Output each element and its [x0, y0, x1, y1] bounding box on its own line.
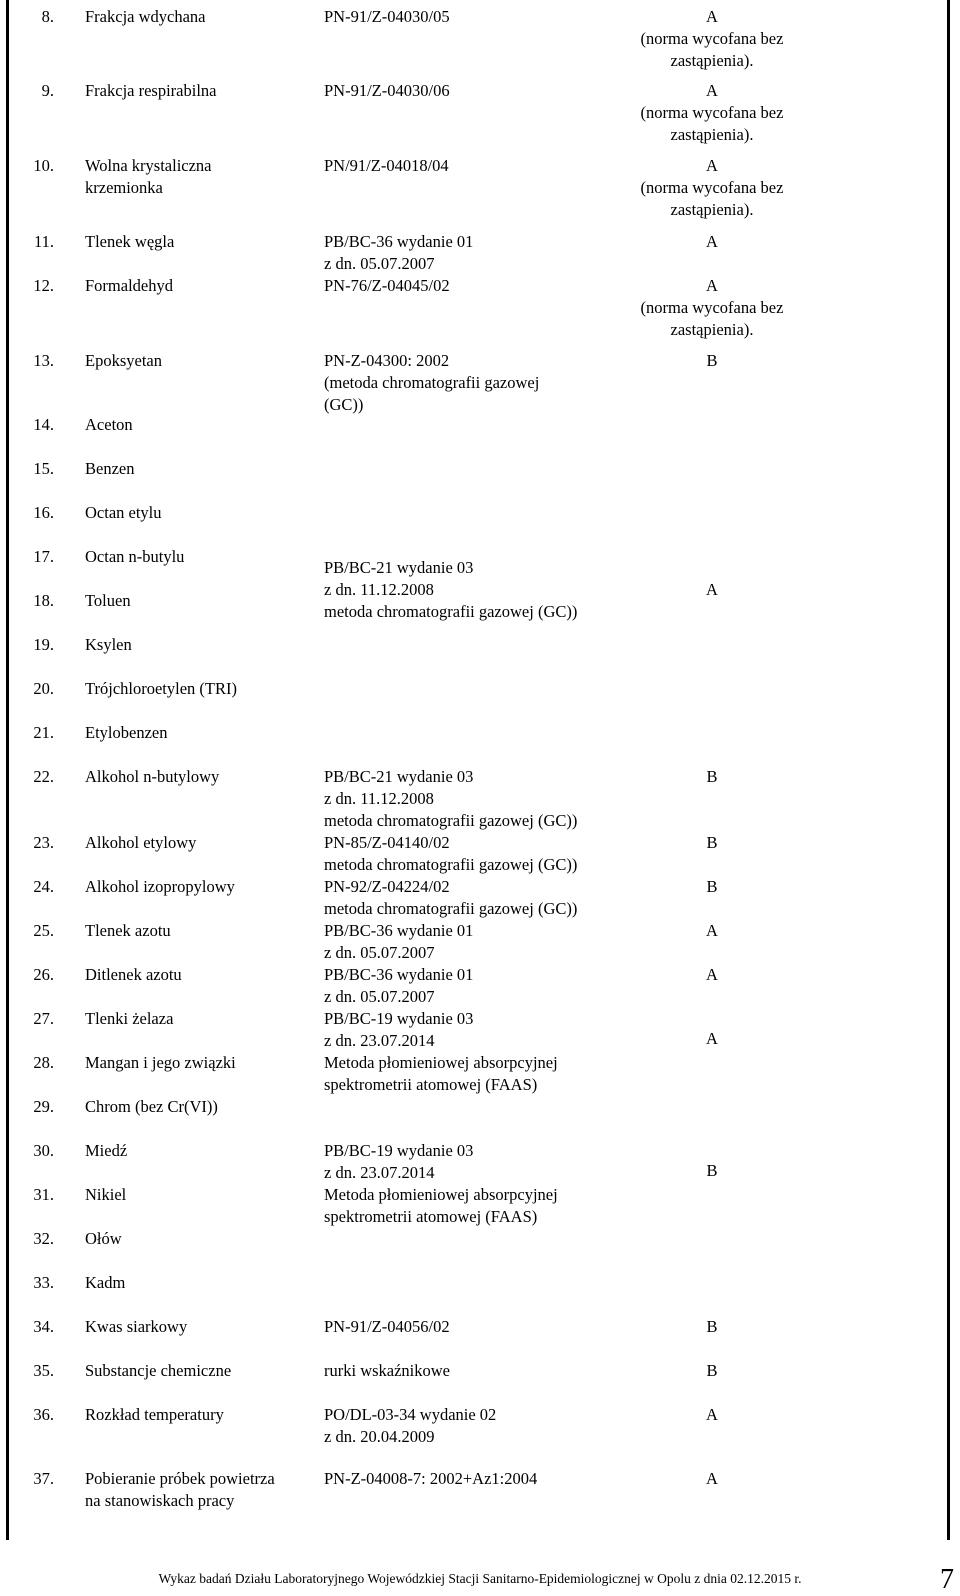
method-standard: metoda chromatografii gazowej (GC)): [324, 899, 578, 918]
parameter-name: Tlenek azotu: [85, 921, 171, 940]
row-number: 10.: [33, 156, 54, 175]
row-number: 25.: [33, 921, 54, 940]
method-standard: metoda chromatografii gazowej (GC)): [324, 855, 578, 874]
method-standard-group: z dn. 11.12.2008: [324, 580, 434, 599]
method-standard: PN-91/Z-04030/06: [324, 81, 450, 100]
parameter-name: Kwas siarkowy: [85, 1317, 188, 1336]
row-number: 30.: [33, 1141, 54, 1160]
accreditation-grade: A: [706, 1469, 718, 1488]
row-number: 23.: [33, 833, 54, 852]
right-border: [947, 0, 950, 1540]
parameter-name: Tlenek węgla: [85, 232, 175, 251]
accreditation-grade: A: [706, 232, 718, 251]
method-standard: z dn. 05.07.2007: [324, 254, 435, 273]
method-standard: z dn. 05.07.2007: [324, 943, 435, 962]
parameter-name: Etylobenzen: [85, 723, 168, 742]
accreditation-grade: B: [706, 1361, 718, 1380]
row-number: 37.: [33, 1469, 54, 1488]
method-standard: Metoda płomieniowej absorpcyjnej: [324, 1053, 558, 1072]
accreditation-grade: B: [706, 351, 718, 370]
accreditation-grade: B: [706, 877, 718, 896]
row-number: 29.: [33, 1097, 54, 1116]
row-number: 14.: [33, 415, 54, 434]
row-number: 19.: [33, 635, 54, 654]
parameter-name: Ksylen: [85, 635, 132, 654]
method-standard: PB/BC-36 wydanie 01: [324, 921, 474, 940]
row-number: 27.: [33, 1009, 54, 1028]
parameter-name: Trójchloroetylen (TRI): [85, 679, 237, 698]
accreditation-grade: A: [706, 921, 718, 940]
row-number: 26.: [33, 965, 54, 984]
row-number: 34.: [33, 1317, 54, 1336]
parameter-name: Substancje chemiczne: [85, 1361, 232, 1380]
accreditation-grade: A: [706, 7, 718, 26]
method-standard: PN-92/Z-04224/02: [324, 877, 450, 896]
parameter-name: Kadm: [85, 1273, 126, 1292]
parameter-name: Miedź: [85, 1141, 128, 1160]
page-footer: Wykaz badań Działu Laboratoryjnego Wojewódzkiej Stacji Sanitarno-Epidemiologicznej w Opolu z dnia 02.12.2015 r.: [158, 1571, 802, 1586]
parameter-name: Frakcja respirabilna: [85, 81, 217, 100]
accreditation-grade: zastąpienia).: [670, 125, 754, 144]
row-number: 24.: [33, 877, 54, 896]
accreditation-grade-group: A: [706, 1029, 718, 1048]
accreditation-grade: A: [706, 156, 718, 175]
parameter-name: Alkohol n-butylowy: [85, 767, 220, 786]
row-number: 20.: [33, 679, 54, 698]
row-number: 35.: [33, 1361, 54, 1380]
row-number: 9.: [41, 81, 54, 100]
method-standard: z dn. 23.07.2014: [324, 1163, 435, 1182]
method-standard-group: metoda chromatografii gazowej (GC)): [324, 602, 578, 621]
parameter-name: Octan etylu: [85, 503, 162, 522]
accreditation-grade-group: B: [706, 1161, 718, 1180]
accreditation-grade: zastąpienia).: [670, 51, 754, 70]
method-standard: (GC)): [324, 395, 364, 414]
left-border: [6, 0, 9, 1540]
parameter-name: Mangan i jego związki: [85, 1053, 236, 1072]
method-standard: rurki wskaźnikowe: [324, 1361, 451, 1380]
row-number: 18.: [33, 591, 54, 610]
method-standard: z dn. 11.12.2008: [324, 789, 434, 808]
accreditation-grade: zastąpienia).: [670, 200, 754, 219]
accreditation-grade: A: [706, 1405, 718, 1424]
method-standard-group: PB/BC-21 wydanie 03: [324, 558, 474, 577]
parameter-name: na stanowiskach pracy: [85, 1491, 235, 1510]
method-standard: PN-85/Z-04140/02: [324, 833, 450, 852]
row-number: 13.: [33, 351, 54, 370]
accreditation-grade: A: [706, 276, 718, 295]
row-number: 31.: [33, 1185, 54, 1204]
accreditation-grade: B: [706, 833, 718, 852]
row-number: 33.: [33, 1273, 54, 1292]
row-number: 17.: [33, 547, 54, 566]
row-number: 16.: [33, 503, 54, 522]
accreditation-grade: (norma wycofana bez: [640, 29, 784, 48]
method-standard: PB/BC-19 wydanie 03: [324, 1141, 474, 1160]
parameter-name: Aceton: [85, 415, 133, 434]
method-standard: metoda chromatografii gazowej (GC)): [324, 811, 578, 830]
method-standard: spektrometrii atomowej (FAAS): [324, 1207, 538, 1226]
accreditation-grade: A: [706, 81, 718, 100]
method-standard: PB/BC-36 wydanie 01: [324, 232, 474, 251]
parameter-name: Nikiel: [85, 1185, 127, 1204]
parameter-name: Epoksyetan: [85, 351, 162, 370]
method-standard: (metoda chromatografii gazowej: [324, 373, 540, 392]
method-standard: Metoda płomieniowej absorpcyjnej: [324, 1185, 558, 1204]
method-standard: PO/DL-03-34 wydanie 02: [324, 1405, 497, 1424]
row-number: 11.: [33, 232, 54, 251]
accreditation-grade: (norma wycofana bez: [640, 178, 784, 197]
parameter-name: Benzen: [85, 459, 135, 478]
parameter-name: Formaldehyd: [85, 276, 173, 295]
accreditation-grade: zastąpienia).: [670, 320, 754, 339]
method-standard: PB/BC-21 wydanie 03: [324, 767, 474, 786]
accreditation-grade: (norma wycofana bez: [640, 103, 784, 122]
parameter-name: Toluen: [85, 591, 131, 610]
parameter-name: Tlenki żelaza: [85, 1009, 174, 1028]
method-standard: PN-Z-04300: 2002: [324, 351, 450, 370]
parameter-name: Ditlenek azotu: [85, 965, 182, 984]
parameter-name: Chrom (bez Cr(VI)): [85, 1097, 218, 1116]
row-number: 22.: [33, 767, 54, 786]
parameter-name: Rozkład temperatury: [85, 1405, 224, 1424]
row-number: 36.: [33, 1405, 54, 1424]
row-number: 28.: [33, 1053, 54, 1072]
parameter-name: Octan n-butylu: [85, 547, 185, 566]
parameter-name: Frakcja wdychana: [85, 7, 206, 26]
method-standard: PN-76/Z-04045/02: [324, 276, 450, 295]
method-standard: z dn. 23.07.2014: [324, 1031, 435, 1050]
accreditation-grade: A: [706, 965, 718, 984]
row-number: 15.: [33, 459, 54, 478]
parameter-name: Alkohol izopropylowy: [85, 877, 235, 896]
method-standard: PN-91/Z-04056/02: [324, 1317, 450, 1336]
accreditation-grade-group: A: [706, 580, 718, 599]
row-number: 8.: [41, 7, 54, 26]
parameter-name: krzemionka: [85, 178, 163, 197]
parameter-name: Alkohol etylowy: [85, 833, 197, 852]
parameter-name: Ołów: [85, 1229, 122, 1248]
page-number: 7: [940, 1564, 954, 1595]
method-standard: PB/BC-36 wydanie 01: [324, 965, 474, 984]
method-standard: PB/BC-19 wydanie 03: [324, 1009, 474, 1028]
method-standard: PN-Z-04008-7: 2002+Az1:2004: [324, 1469, 538, 1488]
row-number: 12.: [33, 276, 54, 295]
parameter-name: Wolna krystaliczna: [85, 156, 212, 175]
row-number: 21.: [33, 723, 54, 742]
accreditation-grade: B: [706, 767, 718, 786]
method-standard: z dn. 20.04.2009: [324, 1427, 435, 1446]
accreditation-grade: B: [706, 1317, 718, 1336]
parameter-name: Pobieranie próbek powietrza: [85, 1469, 275, 1488]
method-standard: spektrometrii atomowej (FAAS): [324, 1075, 538, 1094]
method-standard: PN-91/Z-04030/05: [324, 7, 450, 26]
method-standard: z dn. 05.07.2007: [324, 987, 435, 1006]
row-number: 32.: [33, 1229, 54, 1248]
method-standard: PN/91/Z-04018/04: [324, 156, 449, 175]
accreditation-grade: (norma wycofana bez: [640, 298, 784, 317]
